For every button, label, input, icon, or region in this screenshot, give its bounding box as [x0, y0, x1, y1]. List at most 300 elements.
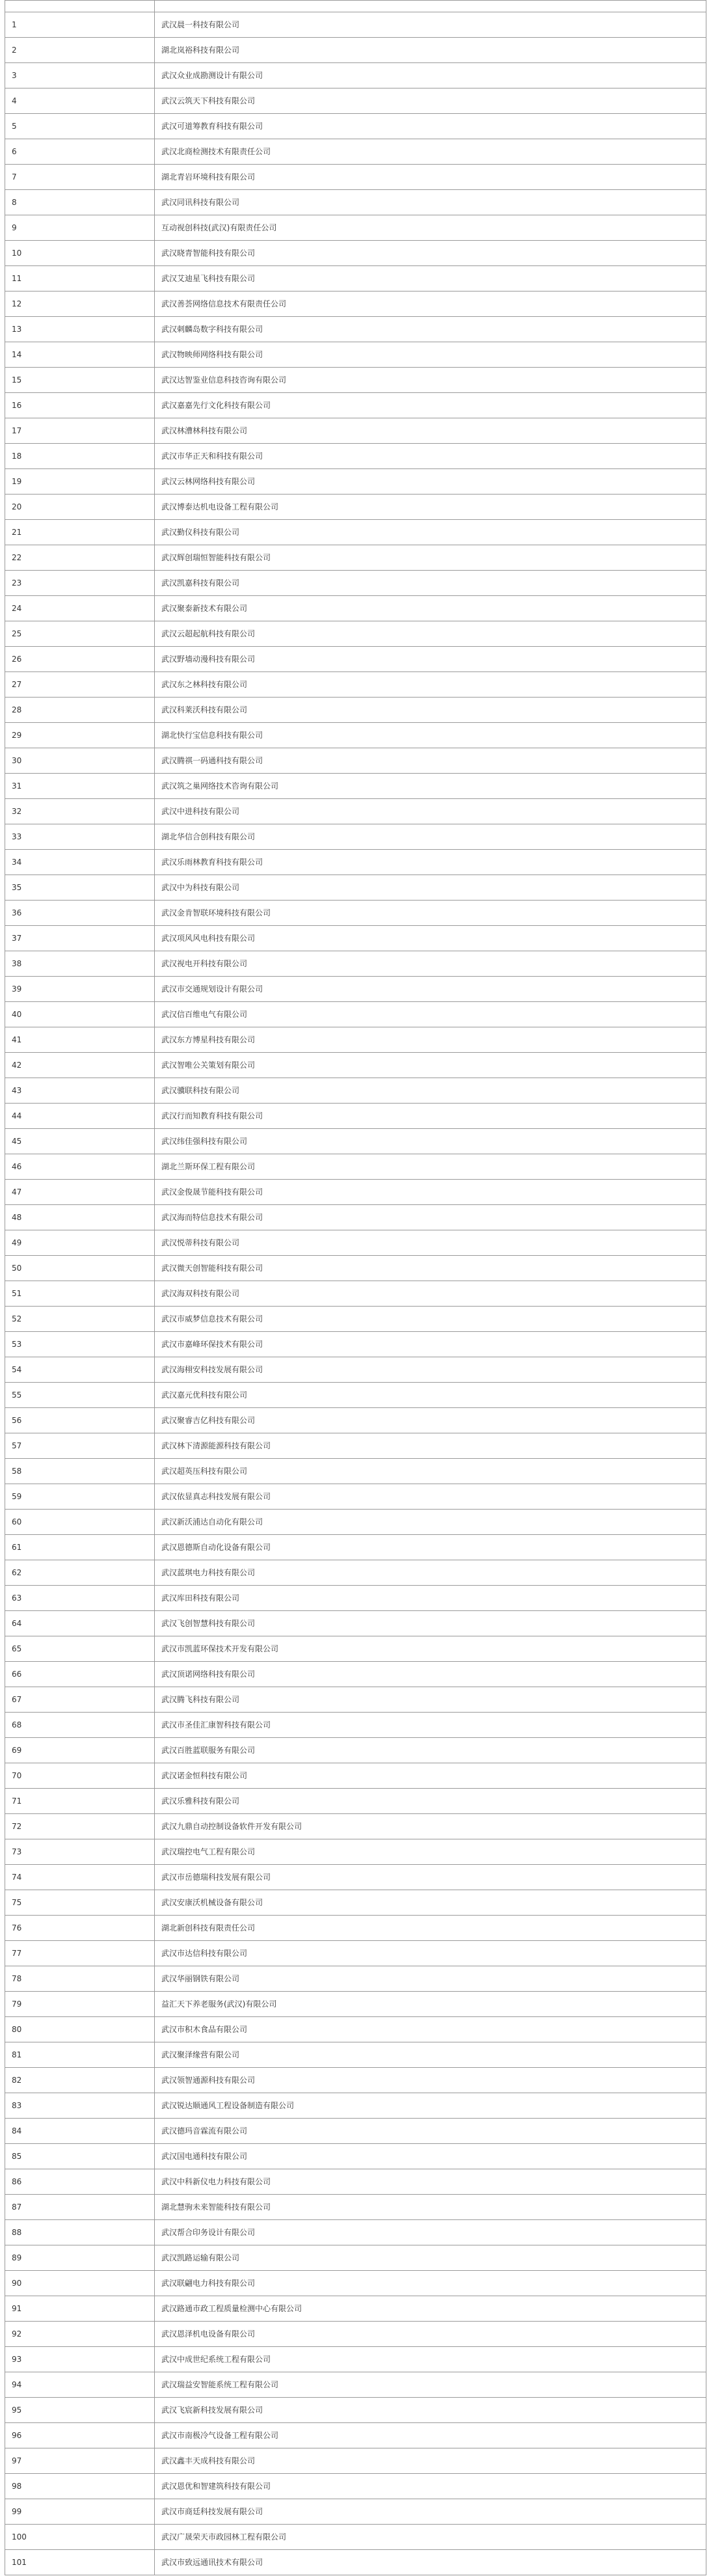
table-row — [5, 2119, 706, 2144]
company-list-sheet — [5, 0, 706, 2575]
company-name-cell: 益汇天下养老服务(武汉)有限公司 — [155, 1992, 706, 2017]
row-number-cell: 26 — [5, 647, 155, 672]
row-number-cell: 37 — [5, 926, 155, 951]
table-row — [5, 1256, 706, 1281]
company-name-cell: 武汉依显真志科技发展有限公司 — [155, 1484, 706, 1510]
row-number-cell: 83 — [5, 2093, 155, 2119]
row-number-cell: 16 — [5, 393, 155, 418]
row-number-cell: 86 — [5, 2169, 155, 2195]
company-name-cell: 武汉微天创智能科技有限公司 — [155, 1256, 706, 1281]
row-number-cell: 56 — [5, 1408, 155, 1433]
table-row — [5, 799, 706, 824]
row-number-cell: 31 — [5, 774, 155, 799]
row-number-cell: 39 — [5, 977, 155, 1002]
company-name-cell: 武汉库田科技有限公司 — [155, 1586, 706, 1611]
company-name-cell: 武汉国电通科技有限公司 — [155, 2144, 706, 2169]
row-number-cell: 76 — [5, 1916, 155, 1941]
row-number-cell: 30 — [5, 748, 155, 774]
row-number-cell: 6 — [5, 139, 155, 165]
table-row — [5, 241, 706, 266]
company-name-cell: 武汉恩泽机电设备有限公司 — [155, 2322, 706, 2347]
company-name-cell: 武汉帮合印务设计有限公司 — [155, 2220, 706, 2245]
row-number-cell: 84 — [5, 2119, 155, 2144]
row-number-cell: 49 — [5, 1230, 155, 1256]
company-name-cell: 武汉恩德斯自动化设备有限公司 — [155, 1535, 706, 1560]
company-name-cell: 武汉博泰达机电设备工程有限公司 — [155, 495, 706, 520]
row-number-cell: 14 — [5, 342, 155, 368]
row-number-cell: 78 — [5, 1966, 155, 1992]
company-name-cell: 武汉凯路运输有限公司 — [155, 2245, 706, 2271]
table-row — [5, 2448, 706, 2474]
table-row — [5, 2474, 706, 2499]
row-number-cell: 47 — [5, 1180, 155, 1205]
row-number-cell: 94 — [5, 2372, 155, 2398]
row-number-cell: 10 — [5, 241, 155, 266]
row-number-cell: 13 — [5, 317, 155, 342]
table-row — [5, 1814, 706, 1839]
company-name-cell: 武汉锐达顺通风工程设备制造有限公司 — [155, 2093, 706, 2119]
table-row — [5, 2271, 706, 2296]
table-row — [5, 1789, 706, 1814]
company-name-cell: 武汉瑞益安智能系统工程有限公司 — [155, 2372, 706, 2398]
row-number-cell: 41 — [5, 1027, 155, 1053]
table-row — [5, 1941, 706, 1966]
row-number-cell: 101 — [5, 2550, 155, 2575]
company-name-cell: 武汉蓝琪电力科技有限公司 — [155, 1560, 706, 1586]
company-name-cell: 武汉九鼎自动控制设备软件开发有限公司 — [155, 1814, 706, 1839]
table-row — [5, 139, 706, 165]
table-row — [5, 291, 706, 317]
row-number-cell: 32 — [5, 799, 155, 824]
company-name-cell: 武汉野墙动漫科技有限公司 — [155, 647, 706, 672]
row-number-cell: 69 — [5, 1738, 155, 1763]
company-name-cell: 武汉晓青智能科技有限公司 — [155, 241, 706, 266]
table-row — [5, 1586, 706, 1611]
table-row — [5, 2372, 706, 2398]
table-row — [5, 1383, 706, 1408]
table-row — [5, 1484, 706, 1510]
table-row — [5, 1916, 706, 1941]
table-row — [5, 12, 706, 38]
table-row — [5, 901, 706, 926]
row-number-cell: 22 — [5, 545, 155, 571]
table-row — [5, 1839, 706, 1865]
company-name-cell: 武汉金俊晟节能科技有限公司 — [155, 1180, 706, 1205]
table-row — [5, 1078, 706, 1104]
company-name-cell: 湖北慧驹未来智能科技有限公司 — [155, 2195, 706, 2220]
company-name-cell: 武汉林下清源能源科技有限公司 — [155, 1433, 706, 1459]
table-row — [5, 190, 706, 215]
row-number-cell: 58 — [5, 1459, 155, 1484]
row-number-cell: 91 — [5, 2296, 155, 2322]
company-name-cell: 湖北新创科技有限责任公司 — [155, 1916, 706, 1941]
table-row — [5, 1433, 706, 1459]
table-row — [5, 1180, 706, 1205]
table-row — [5, 875, 706, 901]
table-row — [5, 114, 706, 139]
row-number-cell: 48 — [5, 1205, 155, 1230]
table-row — [5, 215, 706, 241]
row-number-cell: 74 — [5, 1865, 155, 1890]
row-number-cell: 46 — [5, 1154, 155, 1180]
company-name-cell: 武汉腾祺一码通科技有限公司 — [155, 748, 706, 774]
company-name-cell: 武汉科莱沃科技有限公司 — [155, 698, 706, 723]
table-row — [5, 2042, 706, 2068]
company-name-cell: 互动视创科技(武汉)有限责任公司 — [155, 215, 706, 241]
row-number-cell: 50 — [5, 1256, 155, 1281]
row-number-cell: 36 — [5, 901, 155, 926]
company-name-cell: 武汉鑫丰天成科技有限公司 — [155, 2448, 706, 2474]
row-number-cell: 17 — [5, 418, 155, 444]
table-row — [5, 1713, 706, 1738]
row-number-cell: 70 — [5, 1763, 155, 1789]
row-number-cell: 35 — [5, 875, 155, 901]
table-row — [5, 824, 706, 850]
table-row — [5, 1992, 706, 2017]
company-name-cell: 武汉骥联科技有限公司 — [155, 1078, 706, 1104]
table-row — [5, 1763, 706, 1789]
table-row — [5, 2144, 706, 2169]
row-number-cell: 11 — [5, 266, 155, 291]
row-number-cell: 8 — [5, 190, 155, 215]
row-number-cell: 71 — [5, 1789, 155, 1814]
row-number-cell: 59 — [5, 1484, 155, 1510]
company-name-cell: 武汉市威梦信息技术有限公司 — [155, 1307, 706, 1332]
row-number-cell: 2 — [5, 38, 155, 63]
row-number-cell: 19 — [5, 469, 155, 495]
row-number-cell: 42 — [5, 1053, 155, 1078]
company-name-cell: 武汉东方博星科技有限公司 — [155, 1027, 706, 1053]
row-number-cell: 38 — [5, 951, 155, 977]
table-row — [5, 2322, 706, 2347]
row-number-cell: 100 — [5, 2525, 155, 2550]
row-number-cell: 72 — [5, 1814, 155, 1839]
table-row — [5, 1459, 706, 1484]
row-number-cell: 15 — [5, 368, 155, 393]
company-name-cell: 武汉物映师网络科技有限公司 — [155, 342, 706, 368]
row-number-cell: 5 — [5, 114, 155, 139]
table-row — [5, 38, 706, 63]
company-name-cell: 武汉辉创瑞恒智能科技有限公司 — [155, 545, 706, 571]
table-row — [5, 1687, 706, 1713]
table-row — [5, 520, 706, 545]
company-name-cell: 武汉达智鉴业信息科技咨询有限公司 — [155, 368, 706, 393]
row-number-cell: 27 — [5, 672, 155, 698]
company-name-cell: 武汉聚泰新技术有限公司 — [155, 596, 706, 621]
company-name-cell: 武汉纬佳强科技有限公司 — [155, 1129, 706, 1154]
company-table — [5, 0, 706, 2575]
row-number-cell: 66 — [5, 1662, 155, 1687]
company-name-cell: 武汉市凯蓝环保技术开发有限公司 — [155, 1636, 706, 1662]
company-name-cell: 武汉同讯科技有限公司 — [155, 190, 706, 215]
row-number-cell: 23 — [5, 571, 155, 596]
table-row — [5, 1332, 706, 1357]
company-name-cell: 湖北华信合创科技有限公司 — [155, 824, 706, 850]
company-name-cell: 武汉悦蒂科技有限公司 — [155, 1230, 706, 1256]
company-name-cell: 武汉乐雅科技有限公司 — [155, 1789, 706, 1814]
company-name-cell: 武汉云筑天下科技有限公司 — [155, 88, 706, 114]
table-row — [5, 393, 706, 418]
company-name-cell: 武汉视电开科技有限公司 — [155, 951, 706, 977]
company-name-cell: 武汉市嘉峰环保技术有限公司 — [155, 1332, 706, 1357]
row-number-cell: 99 — [5, 2499, 155, 2525]
table-row — [5, 1636, 706, 1662]
row-number-cell: 67 — [5, 1687, 155, 1713]
row-number-cell: 88 — [5, 2220, 155, 2245]
company-name-cell: 武汉聚睿吉亿科技有限公司 — [155, 1408, 706, 1433]
table-row — [5, 926, 706, 951]
row-number-cell: 4 — [5, 88, 155, 114]
table-row — [5, 951, 706, 977]
row-number-cell: 63 — [5, 1586, 155, 1611]
company-name-cell: 武汉市华正天和科技有限公司 — [155, 444, 706, 469]
company-name-cell: 武汉善荟网络信息技术有限责任公司 — [155, 291, 706, 317]
company-name-cell: 武汉林漕林科技有限公司 — [155, 418, 706, 444]
company-name-cell: 武汉项风风电科技有限公司 — [155, 926, 706, 951]
company-name-cell: 湖北青岩环境科技有限公司 — [155, 165, 706, 190]
table-row — [5, 1357, 706, 1383]
company-name-cell: 武汉凯嘉科技有限公司 — [155, 571, 706, 596]
table-row — [5, 2169, 706, 2195]
row-number-cell: 95 — [5, 2398, 155, 2423]
company-name-cell: 武汉领智通源科技有限公司 — [155, 2068, 706, 2093]
company-name-cell: 武汉腾飞科技有限公司 — [155, 1687, 706, 1713]
company-name-cell: 武汉海栩安科技发展有限公司 — [155, 1357, 706, 1383]
table-row — [5, 2499, 706, 2525]
row-number-cell: 51 — [5, 1281, 155, 1307]
row-number-cell: 77 — [5, 1941, 155, 1966]
table-row — [5, 1154, 706, 1180]
row-number-cell: 18 — [5, 444, 155, 469]
table-header-row — [5, 1, 706, 12]
table-row — [5, 165, 706, 190]
table-row — [5, 1408, 706, 1433]
table-row — [5, 2093, 706, 2119]
company-name-cell: 武汉中为科技有限公司 — [155, 875, 706, 901]
table-row — [5, 1662, 706, 1687]
company-name-cell: 湖北快行宝信息科技有限公司 — [155, 723, 706, 748]
row-number-cell: 33 — [5, 824, 155, 850]
table-row — [5, 698, 706, 723]
company-name-cell: 武汉可道筹教育科技有限公司 — [155, 114, 706, 139]
company-name-cell: 武汉金肯智联环境科技有限公司 — [155, 901, 706, 926]
company-name-cell: 武汉市圣佳汇康智科技有限公司 — [155, 1713, 706, 1738]
table-row — [5, 1307, 706, 1332]
table-row — [5, 495, 706, 520]
table-row — [5, 2220, 706, 2245]
company-name-cell: 武汉市积木食品有限公司 — [155, 2017, 706, 2042]
table-row — [5, 850, 706, 875]
header-cell-number — [5, 1, 155, 12]
company-name-cell: 武汉恩优和智建筑科技有限公司 — [155, 2474, 706, 2499]
table-row — [5, 1104, 706, 1129]
company-name-cell: 武汉行而知教育科技有限公司 — [155, 1104, 706, 1129]
company-name-cell: 武汉超英压科技有限公司 — [155, 1459, 706, 1484]
company-name-cell: 武汉市商廷科技发展有限公司 — [155, 2499, 706, 2525]
row-number-cell: 82 — [5, 2068, 155, 2093]
company-name-cell: 武汉乐雨林教育科技有限公司 — [155, 850, 706, 875]
company-name-cell: 武汉筑之巢网络技术咨询有限公司 — [155, 774, 706, 799]
row-number-cell: 52 — [5, 1307, 155, 1332]
table-row — [5, 774, 706, 799]
row-number-cell: 40 — [5, 1002, 155, 1027]
table-row — [5, 1230, 706, 1256]
row-number-cell: 55 — [5, 1383, 155, 1408]
table-row — [5, 2017, 706, 2042]
company-name-cell: 武汉勤仪科技有限公司 — [155, 520, 706, 545]
row-number-cell: 43 — [5, 1078, 155, 1104]
table-row — [5, 1002, 706, 1027]
row-number-cell: 96 — [5, 2423, 155, 2448]
table-row — [5, 2296, 706, 2322]
table-row — [5, 266, 706, 291]
table-row — [5, 748, 706, 774]
table-row — [5, 1053, 706, 1078]
row-number-cell: 1 — [5, 12, 155, 38]
company-name-cell: 武汉嘉嘉先行文化科技有限公司 — [155, 393, 706, 418]
company-name-cell: 武汉市致远通讯技术有限公司 — [155, 2550, 706, 2575]
row-number-cell: 75 — [5, 1890, 155, 1916]
row-number-cell: 65 — [5, 1636, 155, 1662]
table-row — [5, 977, 706, 1002]
row-number-cell: 57 — [5, 1433, 155, 1459]
row-number-cell: 73 — [5, 1839, 155, 1865]
table-row — [5, 1966, 706, 1992]
company-name-cell: 武汉中进科技有限公司 — [155, 799, 706, 824]
row-number-cell: 28 — [5, 698, 155, 723]
row-number-cell: 97 — [5, 2448, 155, 2474]
table-row — [5, 2245, 706, 2271]
row-number-cell: 29 — [5, 723, 155, 748]
row-number-cell: 54 — [5, 1357, 155, 1383]
table-row — [5, 621, 706, 647]
row-number-cell: 7 — [5, 165, 155, 190]
company-name-cell: 武汉路通市政工程质量检测中心有限公司 — [155, 2296, 706, 2322]
company-name-cell: 武汉百胜蓝联服务有限公司 — [155, 1738, 706, 1763]
table-row — [5, 1510, 706, 1535]
table-row — [5, 571, 706, 596]
company-name-cell: 武汉顶诺网络科技有限公司 — [155, 1662, 706, 1687]
row-number-cell: 53 — [5, 1332, 155, 1357]
table-row — [5, 1890, 706, 1916]
table-row — [5, 596, 706, 621]
table-row — [5, 1535, 706, 1560]
table-row — [5, 418, 706, 444]
company-name-cell: 武汉广晟荣天市政园林工程有限公司 — [155, 2525, 706, 2550]
table-row — [5, 1129, 706, 1154]
header-cell-name — [155, 1, 706, 12]
table-row — [5, 1027, 706, 1053]
company-name-cell: 武汉云超起航科技有限公司 — [155, 621, 706, 647]
table-row — [5, 545, 706, 571]
company-name-cell: 武汉海双科技有限公司 — [155, 1281, 706, 1307]
table-row — [5, 723, 706, 748]
table-row — [5, 342, 706, 368]
company-name-cell: 武汉海而特信息技术有限公司 — [155, 1205, 706, 1230]
company-name-cell: 武汉信百维电气有限公司 — [155, 1002, 706, 1027]
table-row — [5, 2195, 706, 2220]
company-name-cell: 武汉云林网络科技有限公司 — [155, 469, 706, 495]
table-row — [5, 2347, 706, 2372]
company-name-cell: 武汉中成世纪系统工程有限公司 — [155, 2347, 706, 2372]
company-name-cell: 武汉北商检测技术有限责任公司 — [155, 139, 706, 165]
table-row — [5, 647, 706, 672]
table-row — [5, 444, 706, 469]
company-name-cell: 武汉市南极冷气设备工程有限公司 — [155, 2423, 706, 2448]
table-row — [5, 88, 706, 114]
table-row — [5, 1560, 706, 1586]
company-name-cell: 武汉安康沃机械设备有限公司 — [155, 1890, 706, 1916]
company-name-cell: 武汉飞宸新科技发展有限公司 — [155, 2398, 706, 2423]
company-name-cell: 武汉市岳德瑞科技发展有限公司 — [155, 1865, 706, 1890]
table-row — [5, 2550, 706, 2575]
company-name-cell: 武汉东之林科技有限公司 — [155, 672, 706, 698]
company-name-cell: 武汉艾迪星飞科技有限公司 — [155, 266, 706, 291]
company-name-cell: 武汉市达信科技有限公司 — [155, 1941, 706, 1966]
company-name-cell: 湖北岚裕科技有限公司 — [155, 38, 706, 63]
row-number-cell: 79 — [5, 1992, 155, 2017]
table-row — [5, 2525, 706, 2550]
table-row — [5, 1205, 706, 1230]
row-number-cell: 98 — [5, 2474, 155, 2499]
table-row — [5, 63, 706, 88]
table-row — [5, 1611, 706, 1636]
company-name-cell: 武汉刺麟岛数字科技有限公司 — [155, 317, 706, 342]
row-number-cell: 20 — [5, 495, 155, 520]
table-row — [5, 2068, 706, 2093]
table-row — [5, 1865, 706, 1890]
company-name-cell: 武汉诺金恒科技有限公司 — [155, 1763, 706, 1789]
row-number-cell: 92 — [5, 2322, 155, 2347]
company-name-cell: 武汉瑞控电气工程有限公司 — [155, 1839, 706, 1865]
company-name-cell: 武汉众业成勘测设计有限公司 — [155, 63, 706, 88]
company-table-body — [5, 1, 706, 2575]
table-row — [5, 1281, 706, 1307]
row-number-cell: 93 — [5, 2347, 155, 2372]
company-name-cell: 武汉新沃浦达自动化有限公司 — [155, 1510, 706, 1535]
company-name-cell: 武汉德玛音霖流有限公司 — [155, 2119, 706, 2144]
table-row — [5, 2423, 706, 2448]
row-number-cell: 61 — [5, 1535, 155, 1560]
row-number-cell: 45 — [5, 1129, 155, 1154]
row-number-cell: 25 — [5, 621, 155, 647]
company-name-cell: 湖北兰斯环保工程有限公司 — [155, 1154, 706, 1180]
table-row — [5, 469, 706, 495]
row-number-cell: 21 — [5, 520, 155, 545]
row-number-cell: 80 — [5, 2017, 155, 2042]
row-number-cell: 12 — [5, 291, 155, 317]
row-number-cell: 68 — [5, 1713, 155, 1738]
table-row — [5, 368, 706, 393]
row-number-cell: 60 — [5, 1510, 155, 1535]
company-name-cell: 武汉市交通规划设计有限公司 — [155, 977, 706, 1002]
row-number-cell: 9 — [5, 215, 155, 241]
company-name-cell: 武汉飞创智慧科技有限公司 — [155, 1611, 706, 1636]
row-number-cell: 34 — [5, 850, 155, 875]
row-number-cell: 90 — [5, 2271, 155, 2296]
table-row — [5, 2398, 706, 2423]
table-row — [5, 672, 706, 698]
row-number-cell: 44 — [5, 1104, 155, 1129]
row-number-cell: 89 — [5, 2245, 155, 2271]
company-name-cell: 武汉联翩电力科技有限公司 — [155, 2271, 706, 2296]
table-row — [5, 1738, 706, 1763]
row-number-cell: 81 — [5, 2042, 155, 2068]
company-name-cell: 武汉华丽钢铁有限公司 — [155, 1966, 706, 1992]
company-name-cell: 武汉嘉元优科技有限公司 — [155, 1383, 706, 1408]
table-row — [5, 317, 706, 342]
row-number-cell: 24 — [5, 596, 155, 621]
